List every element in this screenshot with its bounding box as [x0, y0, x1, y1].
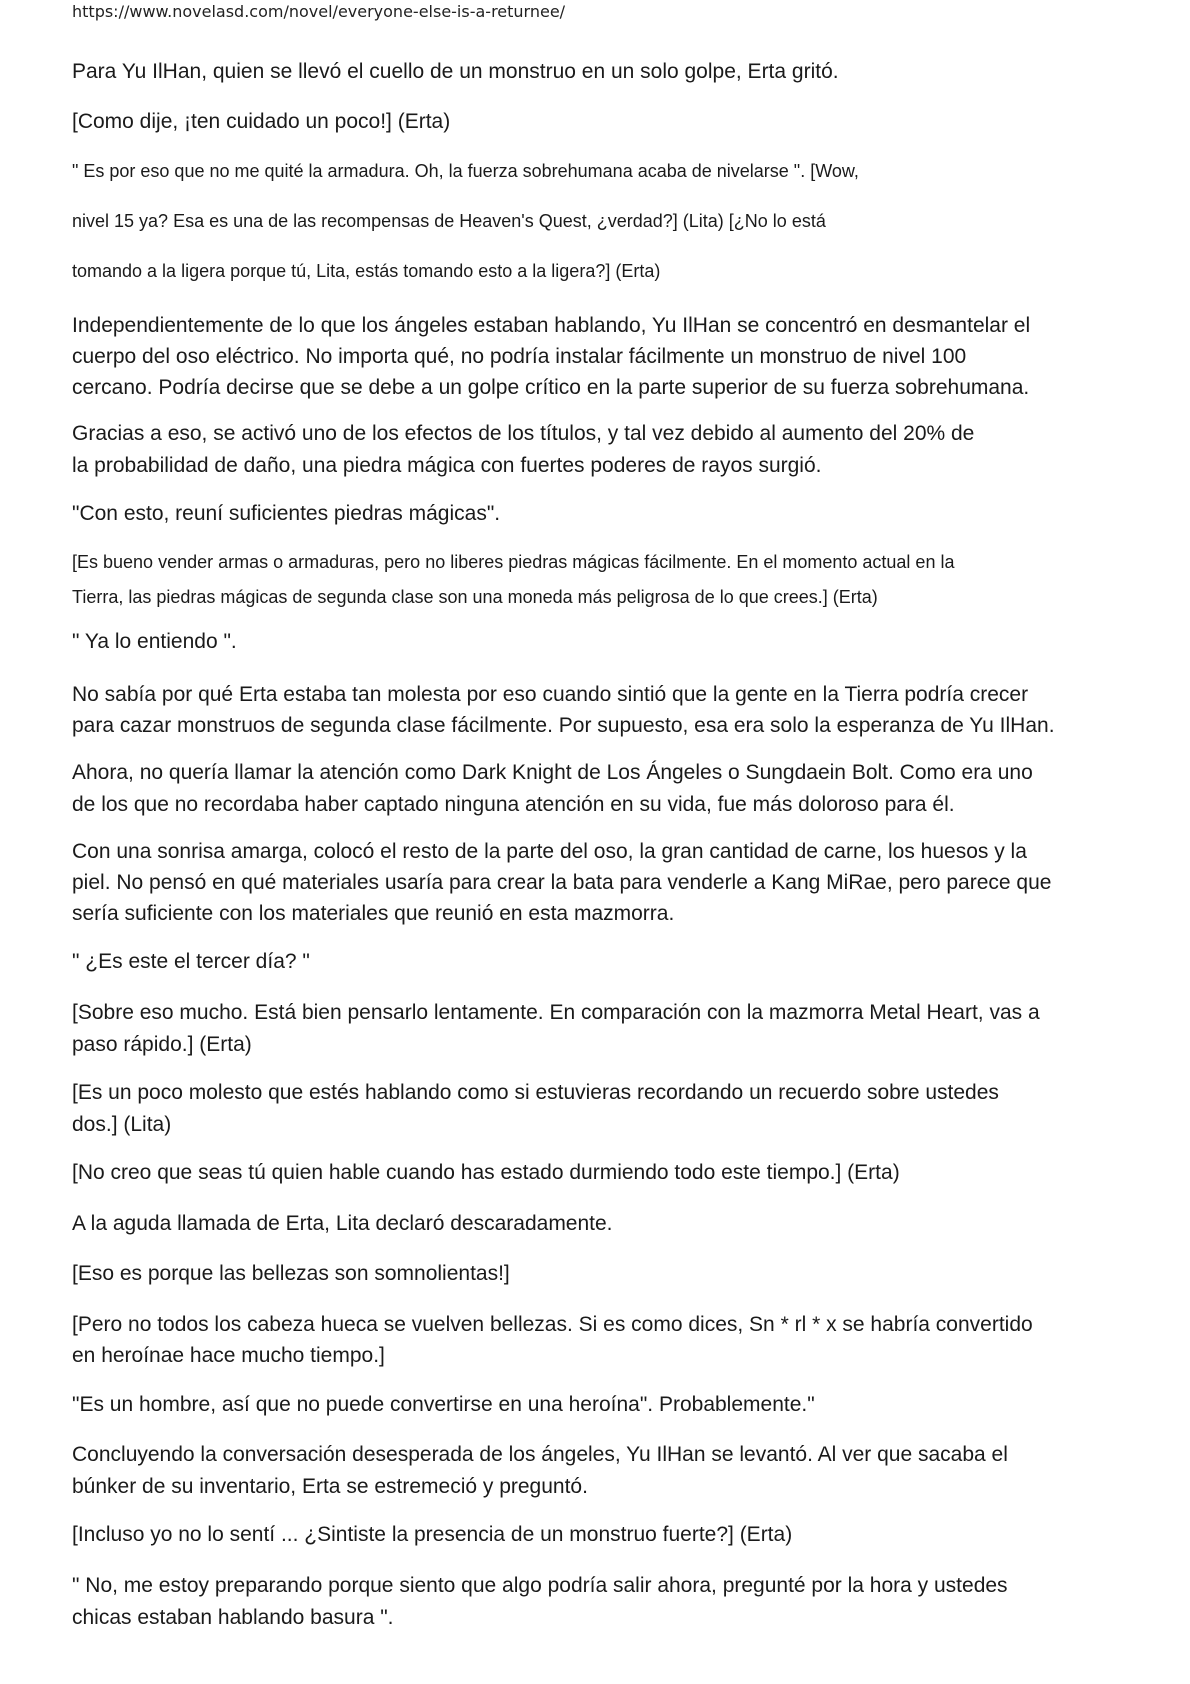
text-line: [No creo que seas tú quien hable cuando has estado durmiendo todo este tiempo.] (Erta) [72, 1161, 900, 1184]
text-line: Independientemente de lo que los ángeles estaban hablando, Yu IlHan se concentró en desmantelar el [72, 314, 1031, 337]
text-line: " Es por eso que no me quité la armadura. Oh, la fuerza sobrehumana acaba de nivelarse ". [Wow, [72, 161, 859, 181]
text-line: [Eso es porque las bellezas son somnolientas!] [72, 1262, 510, 1285]
text-line: chicas estaban hablando basura ". [72, 1606, 394, 1629]
text-line: [Es un poco molesto que estés hablando como si estuvieras recordando un recuerdo sobre ustedes [72, 1081, 999, 1104]
text-line: Tierra, las piedras mágicas de segunda clase son una moneda más peligrosa de lo que crees.] (Erta) [72, 587, 878, 607]
text-line: A la aguda llamada de Erta, Lita declaró descaradamente. [72, 1212, 613, 1235]
text-line: tomando a la ligera porque tú, Lita, estás tomando esto a la ligera?] (Erta) [72, 261, 661, 281]
text-line: [Pero no todos los cabeza hueca se vuelven bellezas. Si es como dices, Sn * rl * x se habría convertido [72, 1313, 1033, 1336]
text-line: de los que no recordaba haber captado ninguna atención en su vida, fue más doloroso para él. [72, 793, 955, 816]
text-line: Concluyendo la conversación desesperada de los ángeles, Yu IlHan se levantó. Al ver que sacaba el [72, 1443, 1008, 1466]
text-line: cuerpo del oso eléctrico. No importa qué, no podría instalar fácilmente un monstruo de nivel 100 [72, 345, 967, 368]
text-line: paso rápido.] (Erta) [72, 1033, 252, 1056]
text-line: [Como dije, ¡ten cuidado un poco!] (Erta) [72, 110, 451, 133]
text-line: " Ya lo entiendo ". [72, 630, 237, 653]
text-line: búnker de su inventario, Erta se estremeció y preguntó. [72, 1475, 588, 1498]
text-line: en heroínae hace mucho tiempo.] [72, 1344, 385, 1367]
text-line: sería suficiente con los materiales que reunió en esta mazmorra. [72, 902, 675, 925]
text-line: "Con esto, reuní suficientes piedras mágicas". [72, 502, 501, 525]
text-line: nivel 15 ya? Esa es una de las recompensas de Heaven's Quest, ¿verdad?] (Lita) [¿No lo está [72, 211, 826, 231]
text-line: la probabilidad de daño, una piedra mágica con fuertes poderes de rayos surgió. [72, 454, 822, 477]
text-line: " No, me estoy preparando porque siento que algo podría salir ahora, pregunté por la hora y ustedes [72, 1574, 1008, 1597]
text-line: "Es un hombre, así que no puede convertirse en una heroína". Probablemente." [72, 1393, 815, 1416]
text-line: Con una sonrisa amarga, colocó el resto de la parte del oso, la gran cantidad de carne, los huesos y la [72, 840, 1027, 863]
text-line: Para Yu IlHan, quien se llevó el cuello de un monstruo en un solo golpe, Erta gritó. [72, 60, 839, 83]
text-line: Ahora, no quería llamar la atención como Dark Knight de Los Ángeles o Sungdaein Bolt. Como era uno [72, 761, 1033, 784]
text-line: cercano. Podría decirse que se debe a un golpe crítico en la parte superior de su fuerza sobrehumana. [72, 376, 1030, 399]
text-line: piel. No pensó en qué materiales usaría para crear la bata para venderle a Kang MiRae, pero parece que [72, 871, 1052, 894]
text-line: [Incluso yo no lo sentí ... ¿Sintiste la presencia de un monstruo fuerte?] (Erta) [72, 1523, 793, 1546]
text-line: " ¿Es este el tercer día? " [72, 950, 310, 973]
text-line: No sabía por qué Erta estaba tan molesta por eso cuando sintió que la gente en la Tierra podría crecer [72, 683, 1029, 706]
text-line: [Sobre eso mucho. Está bien pensarlo lentamente. En comparación con la mazmorra Metal Heart, vas a [72, 1001, 1040, 1024]
page-url: https://www.novelasd.com/novel/everyone-else-is-a-returnee/ [72, 2, 566, 21]
text-line: para cazar monstruos de segunda clase fácilmente. Por supuesto, esa era solo la esperanza de Yu IlHan. [72, 714, 1055, 737]
text-line: [Es bueno vender armas o armaduras, pero no liberes piedras mágicas fácilmente. En el momento actual en la [72, 552, 955, 572]
text-line: dos.] (Lita) [72, 1113, 172, 1136]
text-line: Gracias a eso, se activó uno de los efectos de los títulos, y tal vez debido al aumento del 20% de [72, 422, 975, 445]
